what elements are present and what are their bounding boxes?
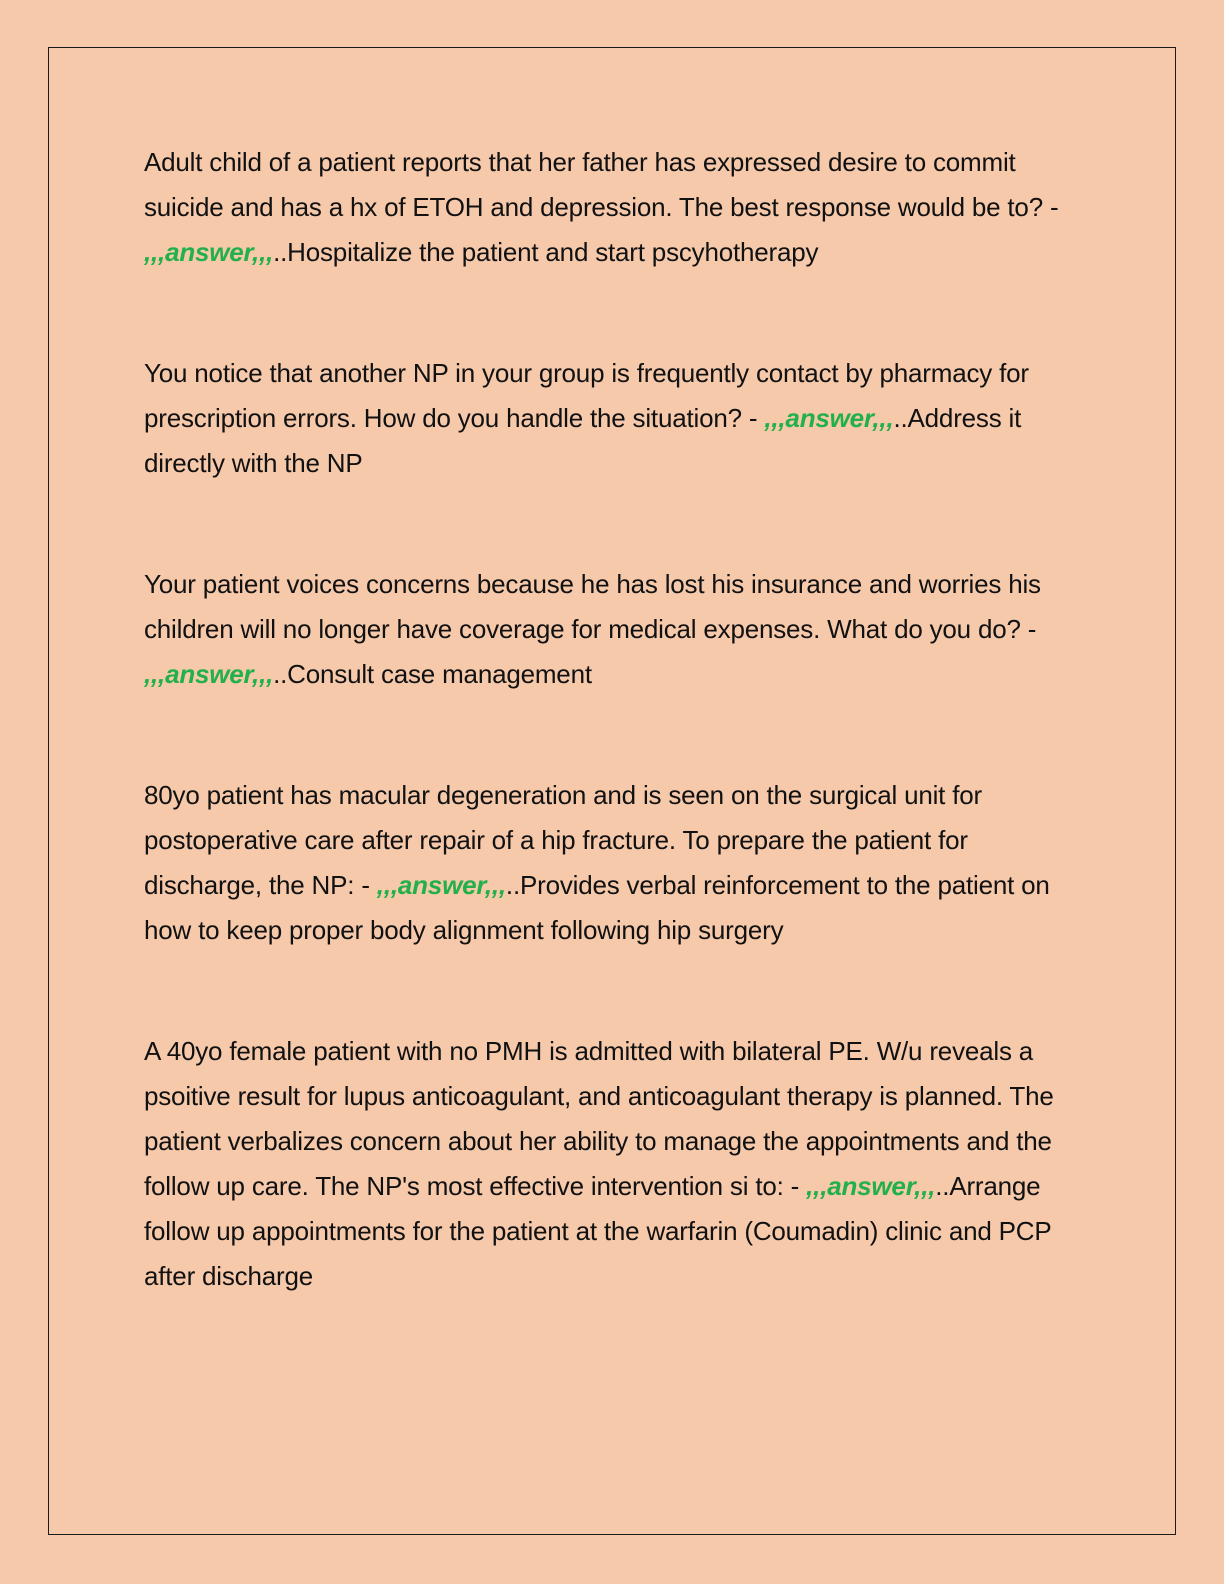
answer-text: ..Provides verbal reinforcement to the patient on how to keep proper body alignment following hip surgery [144,870,1050,945]
qa-item [144,140,1084,275]
answer-text: ..Address it directly with the NP [144,403,1022,478]
question-text: Adult child of a patient reports that her father has expressed desire to commit suicide and has a hx of ETOH and depression. The best response would be to? - [144,147,1059,222]
qa-item [144,562,1084,697]
answer-text: ..Arrange follow up appointments for the patient at the warfarin (Coumadin) clinic and PCP after discharge [144,1171,1052,1291]
answer-text: ..Hospitalize the patient and start pscyhotherapy [273,237,819,267]
answer-text: ..Consult case management [273,659,592,689]
answer-tag: ,,,answer,,, [806,1171,936,1201]
qa-item [144,1029,1084,1299]
answer-tag: ,,,answer,,, [144,659,274,689]
answer-tag: ,,,answer,,, [376,870,506,900]
answer-tag: ,,,answer,,, [144,237,274,267]
question-text: You notice that another NP in your group is frequently contact by pharmacy for prescription errors. How do you handle the situation? - [144,358,1029,433]
qa-list [144,140,1084,1299]
question-text: A 40yo female patient with no PMH is admitted with bilateral PE. W/u reveals a psoitive result for lupus anticoagulant, and anticoagulant therapy is planned. The patient verbalizes concern about her ability to manage the appointments and the follow up care. The NP's most effective intervention si to: - [144,1036,1054,1201]
answer-tag: ,,,answer,,, [764,403,894,433]
qa-item [144,773,1084,953]
qa-item [144,351,1084,486]
question-text: Your patient voices concerns because he has lost his insurance and worries his children will no longer have coverage for medical expenses. What do you do? - [144,569,1041,644]
question-text: 80yo patient has macular degeneration and is seen on the surgical unit for postoperative care after repair of a hip fracture. To prepare the patient for discharge, the NP: - [144,780,982,900]
